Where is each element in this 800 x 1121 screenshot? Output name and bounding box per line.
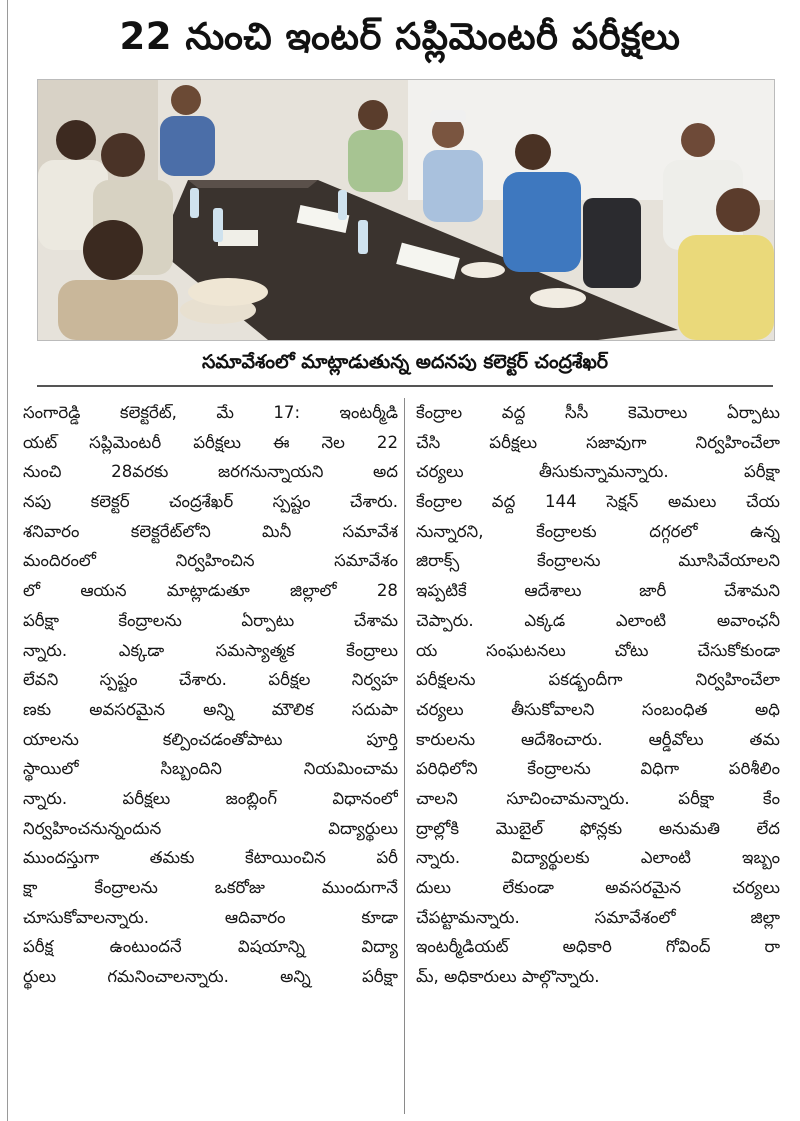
photo-person-body — [58, 280, 178, 340]
article-line: నపు కలెక్టర్ చంద్రశేఖర్ స్పష్టం చేశారు. — [23, 492, 398, 512]
article-line: య సంఘటనలు చోటు చేసుకోకుండా — [416, 640, 780, 660]
article-line: న్నారు. పరీక్షలు జంబ్లింగ్ విధానంలో — [23, 788, 398, 808]
photo-cap — [188, 278, 268, 306]
article-column-left — [23, 398, 398, 1114]
article-line: యట్ సప్లిమెంటరీ పరీక్షలు ఈ నెల 22 — [23, 432, 398, 452]
article-line: నున్నారని, కేంద్రాలకు దగ్గరలో ఉన్న — [416, 521, 780, 541]
article-headline: 22 నుంచి ఇంటర్ సప్లిమెంటరీ పరీక్షలు — [119, 15, 681, 58]
article-line: న్నారు. ఎక్కడా సమస్యాత్మక కేంద్రాలు — [23, 640, 398, 660]
article-line: చేసి పరీక్షలు సజావుగా నిర్వహించేలా — [416, 432, 780, 452]
article-line: ఇంటర్మీడియట్ అధికారి గోవింద్ రా — [416, 937, 780, 957]
article-line: చర్యలు తీసుకున్నామన్నారు. పరీక్షా — [416, 462, 780, 482]
article-line: దులు లేకుండా అవసరమైన చర్యలు — [416, 878, 780, 897]
article-line: శనివారం కలెక్టరేట్‌లోని మినీ సమావేశ — [23, 521, 398, 541]
article-line: పరీక్ష ఉంటుందనే విషయాన్ని విద్యా — [23, 937, 398, 957]
photo-plate — [461, 262, 505, 278]
article-line: చెప్పారు. ఎక్కడ ఎలాంటి అవాంఛనీ — [416, 610, 780, 630]
photo-bottle — [358, 220, 368, 254]
article-line: స్థాయిలో సిబ్బందిని నియమించామ — [23, 759, 398, 779]
caption-divider — [37, 385, 773, 387]
photo-person-head — [171, 85, 201, 115]
photo-bottle — [190, 188, 199, 218]
photo-person-cap — [430, 110, 466, 122]
article-line: చాలని సూచించామన్నారు. పరీక్షా కేం — [416, 788, 780, 808]
article-line: జిరాక్స్ కేంద్రాలను మూసివేయాలని — [416, 551, 780, 571]
article-line: చర్యలు తీసుకోవాలని సంబంధిత అధి — [416, 699, 780, 719]
article-line: ద్రాల్లోకి మొబైల్ ఫోన్లకు అనుమతి లేద — [416, 818, 780, 838]
article-line: ముందస్తుగా తమకు కేటాయించిన పరీ — [23, 848, 398, 868]
page-left-rule — [7, 0, 8, 1121]
article-line: న్నారు. విద్యార్థులకు ఎలాంటి ఇబ్బం — [416, 848, 780, 868]
photo-person-head — [101, 133, 145, 177]
photo-person-body — [423, 150, 483, 222]
article-line: యాలను కల్పించడంతోపాటు పూర్తి — [23, 729, 398, 749]
article-line: పరిధిలోని కేంద్రాలను విధిగా పరిశీలిం — [416, 759, 780, 779]
photo-table-edge — [188, 180, 318, 188]
photo-plate — [530, 288, 586, 308]
photo-person-head — [716, 188, 760, 232]
meeting-photo — [37, 79, 775, 341]
article-line: ణకు అవసరమైన అన్ని మౌలిక సదుపా — [23, 699, 398, 719]
photo-paper — [218, 230, 258, 246]
photo-person-head — [681, 123, 715, 157]
photo-person-body — [678, 235, 774, 340]
photo-bottle — [213, 208, 223, 242]
article-line: మ్, అధికారులు పాల్గొన్నారు. — [416, 967, 600, 987]
photo-person-head — [83, 220, 143, 280]
photo-person-body — [348, 130, 403, 192]
photo-person-body — [160, 116, 215, 176]
photo-chair — [583, 198, 641, 288]
photo-person-body — [503, 172, 581, 272]
article-line: ఇప్పటికే ఆదేశాలు జారీ చేశామని — [416, 581, 780, 601]
photo-bottle — [338, 190, 347, 220]
article-line: క్షా కేంద్రాలను ఒకరోజు ముందుగానే — [23, 878, 398, 897]
photo-caption: సమావేశంలో మాట్లాడుతున్న అదనపు కలెక్టర్ చంద్రశేఖర్ — [201, 351, 609, 373]
article-line: పరీక్షా కేంద్రాలను ఏర్పాటు చేశామ — [23, 610, 398, 630]
article-line: ర్థులు గమనించాలన్నారు. అన్ని పరీక్షా — [23, 967, 398, 987]
article-line: కారులను ఆదేశించారు. ఆర్డీవోలు తమ — [416, 729, 780, 749]
photo-person-head — [358, 100, 388, 130]
article-line: నిర్వహించనున్నందున విద్యార్థులు — [23, 818, 398, 838]
column-divider — [404, 398, 405, 1114]
photo-person-head — [56, 120, 96, 160]
article-line: కేంద్రాల వద్ద సీసీ కెమెరాలు ఏర్పాటు — [416, 403, 780, 422]
article-line: సంగారెడ్డి కలెక్టరేట్, మే 17: ఇంటర్మీడి — [23, 403, 398, 422]
article-line: నుంచి 28వరకు జరగనున్నాయని అద — [23, 462, 398, 482]
article-line: లేవని స్పష్టం చేశారు. పరీక్షల నిర్వహ — [23, 670, 398, 690]
article-line: మందిరంలో నిర్వహించిన సమావేశం — [23, 551, 398, 571]
article-line: చూసుకోవాలన్నారు. ఆదివారం కూడా — [23, 907, 398, 927]
article-line: లో ఆయన మాట్లాడుతూ జిల్లాలో 28 — [23, 581, 398, 601]
article-line: కేంద్రాల వద్ద 144 సెక్షన్ అమలు చేయ — [416, 492, 780, 512]
article-line: పరీక్షలను పకడ్బందీగా నిర్వహించేలా — [416, 670, 780, 690]
article-line: చేపట్టామన్నారు. సమావేశంలో జిల్లా — [416, 907, 780, 927]
photo-person-head — [515, 134, 551, 170]
article-column-right — [416, 398, 780, 1114]
